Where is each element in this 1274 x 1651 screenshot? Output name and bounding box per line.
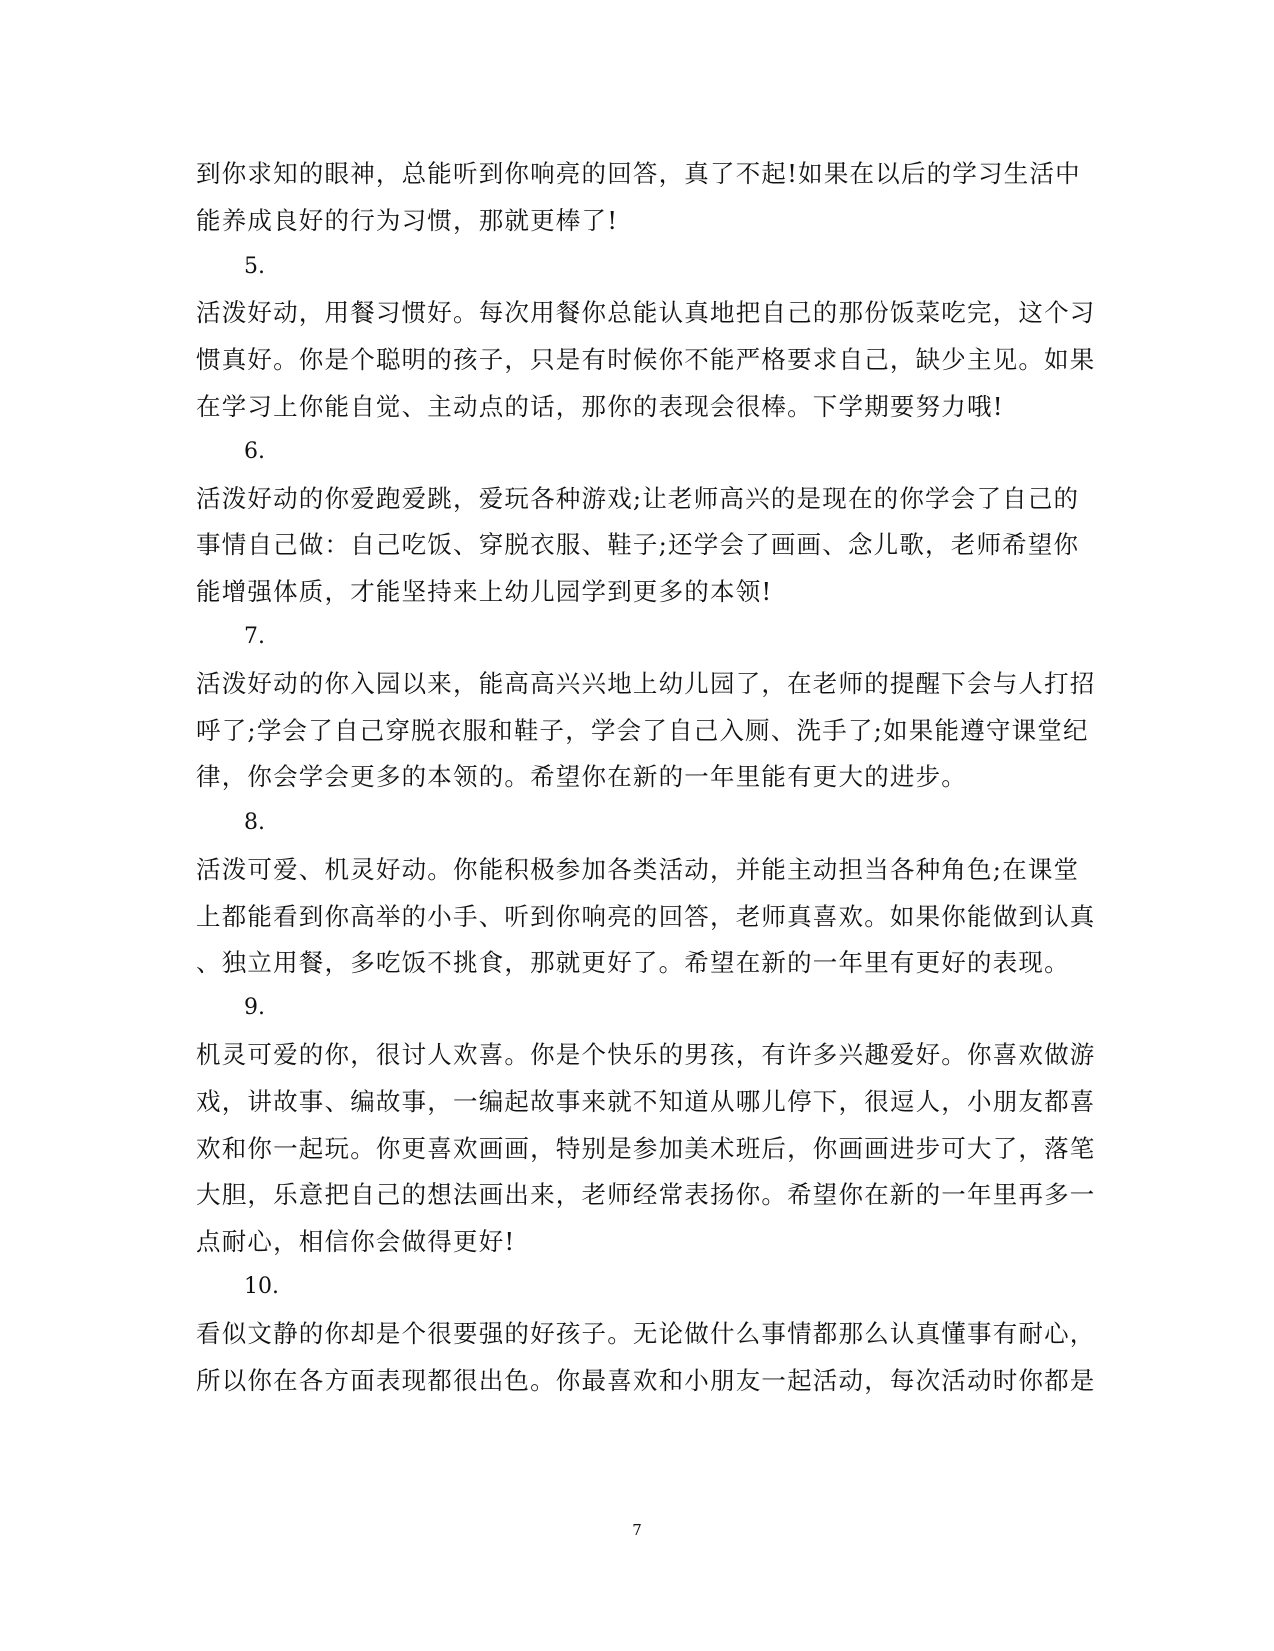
text-line: 在学习上你能自觉、主动点的话，那你的表现会很棒。下学期要努力哦! [196,392,1004,421]
text-line: 律，你会学会更多的本领的。希望你在新的一年里能有更大的进步。 [196,762,967,791]
item-number: 9. [244,995,265,1020]
text-line: 机灵可爱的你，很讨人欢喜。你是个快乐的男孩，有许多兴趣爱好。你喜欢做游 [196,1040,1096,1069]
text-line: 呼了;学会了自己穿脱衣服和鞋子，学会了自己入厕、洗手了;如果能遵守课堂纪 [196,716,1089,745]
page-number: 7 [632,1521,642,1539]
text-line: 活泼好动的你入园以来，能高高兴兴地上幼儿园了，在老师的提醒下会与人打招 [196,669,1096,698]
item-number: 7. [244,624,265,649]
text-line: 活泼好动，用餐习惯好。每次用餐你总能认真地把自己的那份饭菜吃完，这个习 [196,298,1096,327]
text-line: 惯真好。你是个聪明的孩子，只是有时候你不能严格要求自己，缺少主见。如果 [196,345,1096,374]
text-line: 活泼可爱、机灵好动。你能积极参加各类活动，并能主动担当各种角色;在课堂 [196,855,1080,884]
text-line: 看似文静的你却是个很要强的好孩子。无论做什么事情都那么认真懂事有耐心， [196,1319,1096,1348]
text-line: 活泼好动的你爱跑爱跳，爱玩各种游戏;让老师高兴的是现在的你学会了自己的 [196,484,1080,513]
text-line: 到你求知的眼神，总能听到你响亮的回答，真了不起!如果在以后的学习生活中 [196,159,1081,188]
text-line: 、独立用餐，多吃饭不挑食，那就更好了。希望在新的一年里有更好的表现。 [196,948,1070,977]
item-number: 8. [244,810,265,835]
text-line: 欢和你一起玩。你更喜欢画画，特别是参加美术班后，你画画进步可大了，落笔 [196,1134,1096,1163]
text-line: 戏，讲故事、编故事，一编起故事来就不知道从哪儿停下，很逗人，小朋友都喜 [196,1087,1096,1116]
text-line: 事情自己做：自己吃饭、穿脱衣服、鞋子;还学会了画画、念儿歌，老师希望你 [196,530,1080,559]
text-line: 上都能看到你高举的小手、听到你响亮的回答，老师真喜欢。如果你能做到认真 [196,902,1096,931]
item-number: 10. [244,1274,279,1299]
text-line: 点耐心，相信你会做得更好! [196,1227,516,1256]
item-number: 6. [244,439,265,464]
text-line: 能养成良好的行为习惯，那就更棒了! [196,206,619,235]
text-line: 大胆，乐意把自己的想法画出来，老师经常表扬你。希望你在新的一年里再多一 [196,1180,1096,1209]
item-number: 5. [244,254,265,279]
text-line: 所以你在各方面表现都很出色。你最喜欢和小朋友一起活动，每次活动时你都是 [196,1366,1096,1395]
text-line: 能增强体质，才能坚持来上幼儿园学到更多的本领! [196,577,773,606]
